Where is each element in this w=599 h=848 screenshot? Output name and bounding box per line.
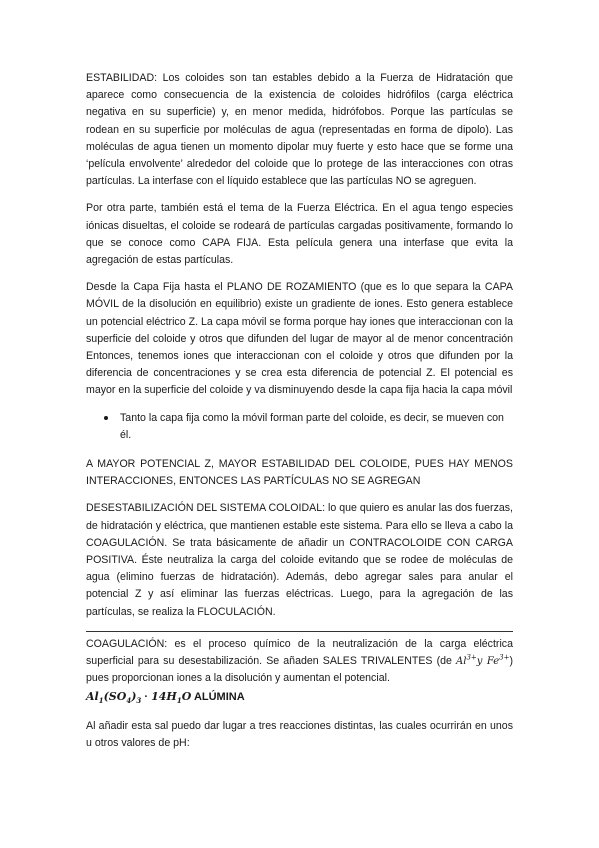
ion-al: Al bbox=[456, 656, 467, 668]
alumina-so4-sub: 4 bbox=[126, 695, 132, 705]
coagulacion-text-start: COAGULACIÓN: es el proceso químico de la neutralización de la carga eléctrica superficial para su desestabilización. Se añaden SALES TRIVALENTES (de bbox=[86, 637, 513, 668]
formula-trivalent-ions bbox=[456, 653, 510, 668]
ion-connector: y bbox=[476, 656, 483, 668]
alumina-al: Al bbox=[86, 689, 99, 703]
bullet-list bbox=[86, 410, 513, 444]
alumina-water-coef: 14 bbox=[151, 689, 167, 703]
alumina-al-sub: 1 bbox=[98, 695, 104, 705]
alumina-o: O bbox=[181, 689, 192, 703]
ion-fe-charge: 3+ bbox=[499, 653, 510, 662]
alumina-h: H bbox=[166, 689, 177, 703]
paragraph-fuerza-electrica: Por otra parte, también está el tema de la Fuerza Eléctrica. En el agua tengo especies iónicas disueltas, el coloide se rodeará de partículas cargadas positivamente, formando lo que se conoce como CAPA FIJA. Esta película genera una interfase que evita la agregación de estas partículas. bbox=[86, 202, 513, 267]
paragraph-coagulacion bbox=[86, 636, 513, 688]
ion-fe: Fe bbox=[486, 656, 500, 668]
alumina-h-sub: 1 bbox=[176, 695, 182, 705]
bullet-item: Tanto la capa fija como la móvil forman parte del coloide, es decir, se mueven con él. bbox=[86, 410, 513, 444]
alumina-so4-count: 3 bbox=[136, 695, 142, 705]
alumina-so4-open: (SO bbox=[103, 689, 127, 703]
coagulacion-text-end: ) pues proporcionan iones a la disolución y aumentan el potencial. bbox=[86, 655, 513, 685]
ion-al-charge: 3+ bbox=[466, 653, 477, 662]
paragraph-desestabilizacion: DESESTABILIZACIÓN DEL SISTEMA COLOIDAL: lo que quiero es anular las dos fuerzas, de hidratación y eléctrica, que mantienen estable este sistema. Para ello se lleva a cabo la COAGULACIÓN. Se trata básicamente de añadir un CONTRACOLOIDE CON CARGA POSITIVA. Éste neutraliza la carga del coloide evitando que se rodee de moléculas de agua (elimino fuerzas de hidratación). Además, debo agregar sales para anular el potencial Z y así eliminar las fuerzas eléctricas. Luego, para la agregación de las partículas, se realiza la FLOCULACIÓN. bbox=[86, 502, 513, 618]
formula-alumina bbox=[86, 688, 513, 706]
alumina-so4-close: ) bbox=[131, 689, 137, 703]
alumina-dot: · bbox=[144, 690, 149, 703]
paragraph-capa-fija: Desde la Capa Fija hasta el PLANO DE ROZAMIENTO (que es lo que separa la CAPA MÓVIL de la disolución en equilibrio) existe un gradiente de iones. Esto genera establece un potencial eléctrico Z. La capa móvil se forma porque hay iones que interaccionan con la superficie del coloide y otros que difunden del lugar de mayor al de menor concentración Entonces, tenemos iones que interaccionan con el coloide y otros que difunden por la diferencia de concentraciones y se crea esta diferencia de potencial Z. El potencial es mayor en la superficie del coloide y va disminuyendo desde la capa fija hacia la capa móvil bbox=[86, 281, 513, 397]
paragraph-mayor-potencial: A MAYOR POTENCIAL Z, MAYOR ESTABILIDAD DEL COLOIDE, PUES HAY MENOS INTERACCIONES, ENTONCES LAS PARTÍCULAS NO SE AGREGAN bbox=[86, 458, 513, 488]
paragraph-estabilidad: ESTABILIDAD: Los coloides son tan estables debido a la Fuerza de Hidratación que aparece como consecuencia de la existencia de coloides hidrófilos (carga eléctrica negativa en su superficie) y, en menor medida, hidrófobos. Porque las partículas se rodean en su superficie por moléculas de agua (representadas en forma de dipolo). Las moléculas de agua tienen un momento dipolar muy fuerte y esto hace que se forme una ‘película envolvente’ alrededor del coloide que lo protege de las interacciones con otras partículas. La interfase con el líquido establece que las partículas NO se agreguen. bbox=[86, 72, 513, 188]
alumina-name: ALÚMINA bbox=[193, 690, 245, 703]
horizontal-rule bbox=[86, 631, 513, 632]
paragraph-reacciones: Al añadir esta sal puedo dar lugar a tres reacciones distintas, las cuales ocurrirán en unos u otros valores de pH: bbox=[86, 719, 513, 749]
